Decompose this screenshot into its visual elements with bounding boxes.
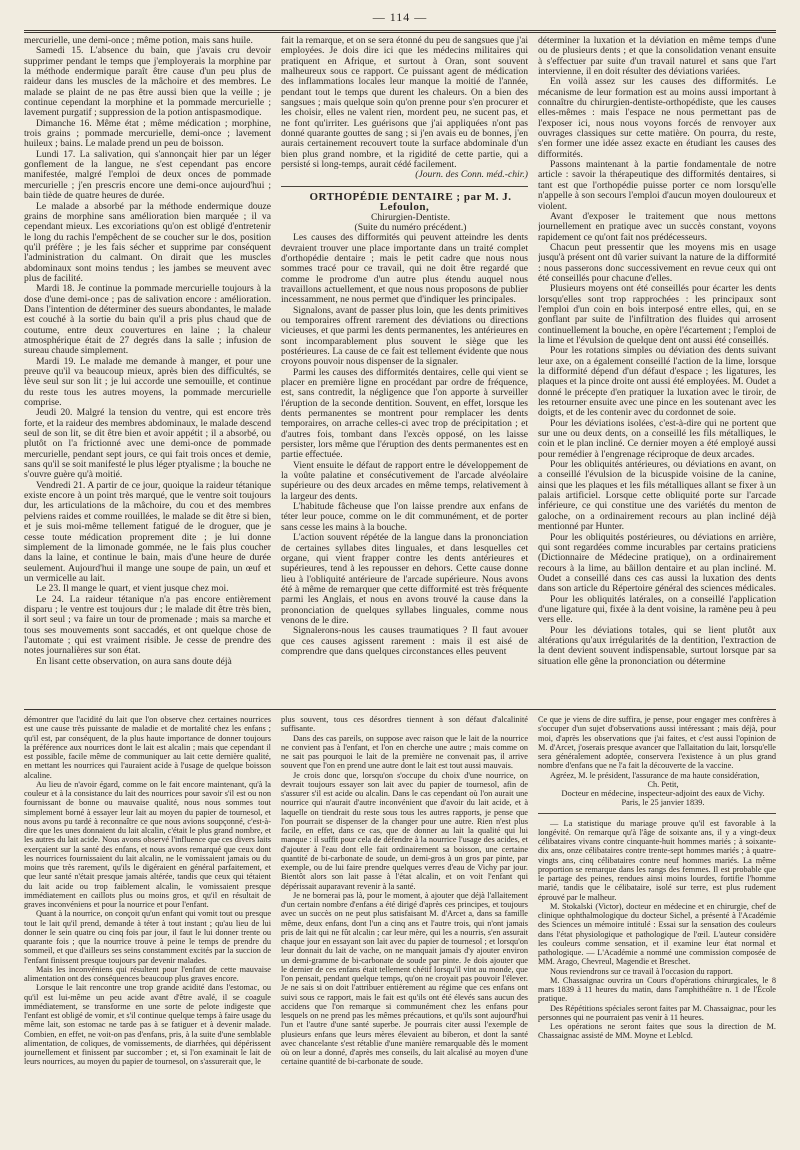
column-bottom-right [538, 715, 776, 1140]
paragraph: Le 23. Il mange le quart, et vient jusque chez moi. [36, 583, 229, 595]
paragraph: Pour les obliquités postérieures, ou déviations en arrière, qui sont regardées comme incurables par certains praticiens (Dictionnaire de Médecine pratique), on a ordinairement recours à la lime, au bâillon dentaire et au plan incliné. M. Oudet a conseillé dans ces cas aussi la luxation des dents dans son article du Répertoire général des sciences médicales. [538, 531, 776, 595]
paragraph: Avant d'exposer le traitement que nous mettons journellement en pratique avec un succès constant, voyons rapidement ce qu'ont fait nos prédécesseurs. [538, 210, 776, 243]
paragraph: Chacun peut pressentir que les moyens mis en usage jusqu'à présent ont dû varier suivant la nature de la difformité : nous passerons donc successivement en revue ceux qui ont été conseillés pour chacune d'elles. [538, 241, 776, 284]
paragraph: Pour les rotations simples ou déviation des dents suivant leur axe, on a également conseillé l'action de la lime, lorsque la difformité dépend d'un défaut d'espace ; les ligatures, les plaques et la pince droite ont aussi été employées. M. Oudet a donné le précepte d'en pratiquer la luxation avec le tiroir, de les retourner ensuite avec une pince en les soutenant avec les doigts, et de les contenir avec du cordonnet de soie. [538, 345, 776, 419]
column-bottom-middle [281, 715, 528, 1140]
paragraph: Lundi 17. La salivation, qui s'annonçait hier par un léger gonflement de la langue, ne s'est cependant pas encore manifestée, malgré l'emploi de deux onces de pommade mercurielle ; j'en prescris encore une demi-once aujourd'hui ; bain tiède de quatre heures de durée. [24, 148, 271, 202]
paragraph: L'action souvent répétée de la langue dans la prononciation de certaines syllabes dites linguales, et dans lesquelles cet organe, qui vient frapper contre les dents antérieures et supérieures, tend à les repousser en dehors. Cette cause donne lieu à l'obliquité antérieure de l'arcade supérieure. Nous avons été à même de remarquer que cette difformité est très fréquente parmi les Anglais, et nous en avons trouvé la cause dans la prononciation de quelques syllabes linguales, comme nous venons de le dire. [281, 532, 528, 626]
paragraph: Lorsque le lait rencontre une trop grande acidité dans l'estomac, ou qu'il est lui-même un peu acide avant d'être avalé, il se coagule immédiatement, se transforme en une sorte de pelote indigeste que l'enfant est obligé de vomir, et s'il continue quelque temps à faire usage du même lait, son estomac ne tarde pas à se fatiguer et à devenir malade. Combien, en effet, ne voit-on pas d'enfans, pris, à la suite d'une semblable alimentation, de coliques, de vomissements, de diarrhées, qui dépérissent journellement et finissent par succomber ; et, si l'on examinait le lait de leurs nourrices, au moyen du papier de tournesol, on s'assurerait que, le [24, 983, 271, 1067]
paragraph: Samedi 15. L'absence du bain, que j'avais cru devoir supprimer pendant le temps que j'employerais la morphine par la méthode endermique paraît être cause d'un peu plus de raideur dans les muscles de la mâchoire et des membres. Le malade se plaint de ne pas être aussi bien que la veille ; je continue cependant la morphine et la pommade mercurielle ; lavement purgatif ; suppression de la potion antispasmodique. [24, 45, 271, 119]
middle-rule [24, 709, 776, 710]
paragraph: Le 24. La raideur tétanique n'a pas encore entièrement disparu ; le ventre est toujours dur ; le malade dit être très bien, il sort seul ; va faire un tour de promenade ; mais sa marche et tous ses mouvements sont saccadés, et ont quelque chose de l'automate ; qui est vraiment risible. Je cesse de prendre des notes journalières sur son état. [24, 593, 271, 657]
paragraph: Mardi 18. Je continue la pommade mercurielle toujours à la dose d'une demi-once ; pas de salivation encore : amélioration. Dans l'intention de déterminer des sueurs abondantes, le malade est couché à la sortie du bain qu'il a pris plus chaud que de coutume, entre deux couvertures en laine ; la chaleur atmosphérique était de 27 degrés dans la salle ; infusion de sureau chaude simplement. [24, 283, 271, 357]
paragraph: Le malade a absorbé par la méthode endermique douze grains de morphine sans amélioration bien marquée ; il va cependant mieux. Les excoriations qu'on est obligé d'entretenir le long du rachis l'empêchent de se coucher sur le dos, position qu'il préfère ; je les fais sécher et supprime par conséquent l'administration du calmant. On dirait que les muscles abdominaux sont moins tendus ; les jambes se meuvent avec plus de facilité. [24, 200, 271, 284]
paragraph: démontrer que l'acidité du lait que l'on observe chez certaines nourrices est une cause très puissante de maladie et de mortalité chez les enfans ; qu'il est, par conséquent, de la plus haute importance de donner toujours la préférence aux nourrices dont le lait est alcalin ; mais que cependant il est possible, facile même de communiquer au lait cette dernière qualité, en mettant les nourrices qui l'auraient acide à l'usage de quelque boisson alcaline. [24, 715, 271, 780]
paragraph: Vient ensuite le défaut de rapport entre le développement de la voûte palatine et consécutivement de l'arcade alvéolaire supérieure ou des deux arcades en même temps, relativement à la largeur des dents. [281, 459, 528, 502]
paragraph: Pour les déviations totales, qui se lient plutôt aux altérations qu'aux irrégularités de la dentition, l'extraction de la dent devient souvent indispensable, surtout lorsque par sa situation elle gêne la prononciation ou détermine [538, 624, 776, 667]
paragraph: déterminer la luxation et la déviation en même temps d'une ou de plusieurs dents ; et que la consolidation venant ensuite à s'effectuer par suite d'un travail naturel et sans que l'art intervienne, il en doit résulter des déviations variées. [538, 36, 776, 78]
paragraph: Agréez, M. le président, l'assurance de ma haute considération, [550, 770, 760, 780]
paragraph: Pour les obliquités antérieures, ou déviations en avant, on a conseillé l'évulsion de la bicuspide voisine de la canine, ainsi que les plaques et les fils métalliques allant se fixer à un palais artificiel. Lorsque cette obliquité porte sur l'arcade inférieure, ce qui constitue une des variétés du menton de galoche, on a ordinairement recours au plan incliné déjà mentionné par Hunter. [538, 459, 776, 533]
column-left [24, 36, 271, 704]
column-middle [281, 36, 528, 704]
paragraph: En voilà assez sur les causes des difformités. Le mécanisme de leur formation est au moins aussi important à connaître du chirurgien-dentiste-orthopédiste, que les causes elles-mêmes : mais l'espace ne nous permettant pas de l'exposer ici, nous nous voyons forcés de renvoyer aux ouvrages classiques sur cette matière. On pourra, du reste, s'en former une idée assez exacte en étudiant les causes des difformités. [538, 76, 776, 160]
paragraph: Mardi 19. Le malade me demande à manger, et pour une preuve qu'il va beaucoup mieux, après bien des difficultés, se lève seul sur son lit ; je lui accorde une semouille, et continue du reste tous les autres moyens, la pommade mercurielle comprise. [24, 355, 271, 409]
news-item: — La statistique du mariage prouve qu'il est favorable à la longévité. On remarque qu'à l'âge de soixante ans, il y a vingt-deux célibataires vivans contre cinquante-huit hommes mariés ; à soixante-dix ans, onze célibataires contre trente-sept hommes mariés ; à quatre-vingts ans, cinq célibataires contre neuf hommes mariés. La même proportion se remarque dans les rangs des femmes. Il est probable que le partage des peines, rendues ainsi moins lourdes, fortifie l'homme marié, tandis que le célibataire, isolé sur terre, est plus rudement éprouvé par le malheur. [538, 818, 776, 902]
column-bottom-left [24, 715, 271, 1140]
paragraph: Vendredi 21. A partir de ce jour, quoique la raideur tétanique existe encore à un point très marqué, que le ventre soit toujours dur, les articulations de la mâchoire, du cou et des membres pelviens raides et comme rouillées, le malade se dit être si bien, et je suis moi-même tellement fatigué de le droguer, que je cesse toute médication proprement dite ; je lui donne simplement de la limonade gommée, ne le fais plus coucher dans la laine, et continue le bain, mais d'une heure de durée seulement. Aujourd'hui il mange une soupe de pain, un œuf et un vermicelle au lait. [24, 479, 271, 584]
paragraph: Dans des cas pareils, on suppose avec raison que le lait de la nourrice ne convient pas à l'enfant, et l'on en cherche une autre ; mais comme on ne sait pas pourquoi le lait de la première ne convenait pas, il arrive souvent que l'on en prend une autre dont le lait est tout aussi mauvais. [281, 733, 528, 771]
paragraph: Passons maintenant à la partie fondamentale de notre article : savoir la thérapeutique des difformités dentaires, si tant est que l'orthopédie puisse porter ce nom lorsqu'elle n'appelle à son secours l'emploi d'aucun moyen douloureux et violent. [538, 159, 776, 212]
paragraph: Je ne bornerai pas là, pour le moment, à ajouter que déjà l'allaitement d'un certain nombre d'enfans a été dirigé d'après ces principes, et toujours avec un succès on ne peut plus satisfaisant M. d'Arcet a, dans sa famille même, deux enfans, dont l'un a cinq ans et l'autre trois, qui n'ont jamais pris de lait qui ne fût alcalin ; car leur mère, qui les a nourris, s'en assurait chaque jour en essayant son lait avec du papier de tournesol ; et lorsqu'on leur donnait du lait de vache, on ne manquait jamais d'y ajouter environ un demi-gramme de bi-carbonate de soude par pinte. Je dois ajouter que le dernier de ces enfans était tellement chétif lorsqu'il vint au monde, que l'on pensait, pendant quelque temps, qu'on ne croyait pas pouvoir l'élever. Je ne sais si on doit l'attribuer entièrement au régime que ces enfans ont suivi sous ce rapport, mais le fait est qu'ils ont été élevés sans aucun des accidens que l'on remarque si communément chez les enfans pour lesquels on ne prend pas les mêmes précautions, et qu'ils sont aujourd'hui l'un et l'autre d'une santé superbe. Je pourrais citer aussi l'exemple de plusieurs enfans que leurs mères élevaient au biberon, et dont la santé avec chancelante s'est rétablie d'une manière remarquable dès le moment où on leur a donné, d'après mes conseils, du lait alcalisé au moyen d'une certaine quantité de bi-carbonate de soude. [281, 890, 528, 1067]
paragraph: Au lieu de n'avoir égard, comme on le fait encore maintenant, qu'à la couleur et à la consistance du lait des nourrices pour savoir s'il est ou non fournissant de bonne ou mauvaise qualité, nous nous sommes tout simplement borné à essayer leur lait au moyen du papier de tournesol, et nous avons pu tardé à reconnaître ce que nous avions soupçonné, c'est-à-dire que les unes donnaient du lait alcalin, c'était le plus grand nombre, et les autres du lait acide. Nous avons observé l'influence que ces divers laits exerçaient sur la santé des enfans, et nous avons remarqué que ceux dont les nourrices fournissaient du lait alcalin, ne le vomissaient jamais ou du moins que très rarement, qu'ils le digéraient en général parfaitement, et que leur santé n'était presque jamais altérée, tandis que ceux qui tétaient du lait acide ou trop faiblement alcalin, le vomissaient presque immédiatement en caillots plus ou moins gros, et qu'il en résultait de graves inconvéniens et pour la nourrice et pour l'enfant. [24, 779, 271, 909]
article-subtitle: Chirurgien-Dentiste. [371, 211, 450, 223]
news-item: M. Chassaignac ouvrira un Cours d'opérations chirurgicales, le 8 mars 1839 à 11 heures du matin, dans l'amphithéâtre n. 1 de l'École pratique. [538, 975, 776, 1004]
news-item: Nous reviendrons sur ce travail à l'occasion du rapport. [550, 966, 733, 976]
paragraph: En lisant cette observation, on aura sans doute déjà [36, 655, 232, 667]
letter-date: Paris, le 25 janvier 1839. [621, 798, 705, 808]
paragraph: Parmi les causes des difformités dentaires, celle qui vient se placer en première ligne en procédant par ordre de fréquence, est, sans contredit, la négligence que l'on apporte à surveiller l'éruption de la seconde dentition. Souvent, en effet, lorsque les dents permanentes se montrent pour remplacer les dents temporaires, on arrache celles-ci avec trop de précipitation ; et d'autres fois, tombant dans l'excès opposé, on les laisse persister, lors même que l'éruption des dents permanentes est en partie effectuée. [281, 366, 528, 461]
paragraph: Plusieurs moyens ont été conseillés pour écarter les dents lorsqu'elles sont trop rapprochées : les principaux sont l'emploi d'un coin en bois interposé entre elles, qui, en se gonflant par suite de l'infiltration des fluides qui arrosent continuellement la bouche, en opère l'écartement ; l'emploi de la lime et l'évulsion de quelque dent ont aussi été conseillés. [538, 283, 776, 346]
paragraph: Mais les inconvéniens qui résultent pour l'enfant de cette mauvaise alimentation ont des conséquences beaucoup plus graves encore. [24, 964, 271, 983]
paragraph: Pour les déviations isolées, c'est-à-dire qui ne portent que sur une ou deux dents, on a conseillé les fils métalliques, le coin et le plan incliné. Ce dernier moyen a été employé aussi pour remédier à l'engrenage réciproque de deux arcades. [538, 417, 776, 460]
news-item: M. Stokalski (Victor), docteur en médecine et en chirurgie, chef de clinique ophthalmologique du docteur Sichel, a présenté à l'Académie des Sciences un mémoire intitulé : Essai sur la sensation des couleurs dans l'état physiologique et pathologique de l'œil. L'auteur considère les couleurs comme sensation, et il examine leur état normal et pathologique. — L'Académie a nommé une commission composée de MM. Arago, Chevreul, Magendie et Breschet. [538, 901, 776, 967]
paragraph: plus souvent, tous ces désordres tiennent à son défaut d'alcalinité suffisante. [281, 715, 528, 734]
paragraph: Pour les obliquités latérales, on a conseillé l'application d'une ligature qui, fixée à la dent voisine, la ramène peu à peu vers elle. [538, 593, 776, 626]
paragraph: Signalerons-nous les causes traumatiques ? Il faut avouer que ces causes agissent rarement : mais il est aisé de comprendre que dans quelques circonstances elles peuvent [281, 625, 528, 657]
paragraph: Signalons, avant de passer plus loin, que les dents primitives ou temporaires offrent rarement des déviations ou directions vicieuses, et que parmi les dents permanentes, les antérieures en sont incomparablement plus souvent le siège que les postérieures. La cause de ce fait est tellement évidente que nous croyons pouvoir nous dispenser de la signaler. [281, 304, 528, 368]
paragraph: Jeudi 20. Malgré la tension du ventre, qui est encore très forte, et la raideur des membres abdominaux, le malade descend seul de son lit, se dit être bien et avoir appétit ; il a absorbé, ou plutôt on l'a frictionné avec une demi-once de pommade mercurielle, pendant sept jours, ce qui fait trois onces et demie, sans qu'il se soit manifesté le plus léger ptyalisme ; la bouche ne s'ouvre guère qu'à moitié. [24, 407, 271, 481]
news-item: Des Répétitions spéciales seront faites par M. Chassaignac, pour les personnes qui ne pourraient pas venir à 11 heures. [538, 1003, 776, 1022]
column-right [538, 36, 776, 704]
paragraph: Les causes des difformités qui peuvent atteindre les dents devraient trouver une place importante dans un traité complet d'orthopédie dentaire ; mais le petit cadre que nous nous sommes tracé pour ce travail, qui ne doit être regardé que comme le prodrome d'un autre plus étendu auquel nous travaillons actuellement, et que nous nous proposons de publier incessamment, ne nous permet que d'indiquer les principales. [281, 232, 528, 306]
news-separator [538, 813, 776, 814]
paragraph: Ce que je viens de dire suffira, je pense, pour engager mes confrères à s'occuper d'un sujet d'observations aussi intéressant ; mais déjà, pour moi, d'après les observations que j'ai faites, et c'est aussi l'opinion de M. d'Arcet, j'oserais presque avancer que l'allaitation du lait, lorsqu'elle sera généralement adoptée, conservera l'existence à un plus grand nombre d'enfans que ne l'a fait la découverte de la vaccine. [538, 715, 776, 771]
paragraph: Quant à la nourrice, on conçoit qu'un enfant qui vomit tout ou presque tout le lait qu'il prend, demande à téter à tout instant ; qu'au lieu de lui donner le sein quatre ou cinq fois par jour, il faut le lui donner trente ou quarante fois ; que la nourrice trouve à peine le temps de prendre du sommeil, et que d'ailleurs ses seins constamment excités par la succion de l'enfant finissent presque toujours par devenir malades. [24, 909, 271, 965]
article-continuation-note: (Suite du numéro précédent.) [354, 221, 467, 233]
page-number: — 114 — [372, 10, 428, 24]
paragraph: fait la remarque, et on se sera étonné du peu de sangsues que j'ai employées. Je dois dire ici que les médecins militaires qui pratiquent en Afrique, et surtout à Oran, sont souvent malheureux sous ce rapport. Ce puissant agent de médication des inflammations locales leur manque la moitié de l'année, pendant tout le temps que durent les chaleurs. On a bien des sangsues ; mais quelque soin qu'on prenne pour s'en procurer et les choisir, elles ne valent rien, mordent peu, ne sucent pas, et ne font qu'irriter. Les guérisons que j'ai appliquées n'ont pas donné quarante gouttes de sang ; si j'en avais eu de bonnes, j'en aurais certainement recouvert toute la surface abdominale d'un bien plus grand nombre, et la rigidité de cette partie, qui a persisté si long-temps, aurait cédé facilement. [281, 36, 528, 171]
paragraph: Dimanche 16. Même état ; même médication ; morphine, trois grains ; pommade mercurielle, demi-once ; lavement huileux ; bains. Le malade prend un peu de boisson. [24, 117, 271, 150]
article-separator [281, 186, 528, 187]
header-rule [24, 30, 776, 33]
news-item: Les opérations ne seront faites que sous la direction de M. Chassaignac assisté de MM. Moyne et Leblcd. [538, 1022, 776, 1041]
letter-signature-title: Docteur en médecine, inspecteur-adjoint des eaux de Vichy. [561, 788, 765, 798]
paragraph: L'habitude fâcheuse que l'on laisse prendre aux enfans de téter leur pouce, comme on le dit communément, et de porter sans cesse les mains à la bouche. [281, 501, 528, 533]
paragraph: Je crois donc que, lorsqu'on s'occupe du choix d'une nourrice, on devrait toujours essayer son lait avec du papier de tournesol, afin de s'assurer s'il est acide ou alcalin. Dans le cas cependant où l'on aurait une nourrice qui n'aurait d'autre inconvénient que d'avoir du lait acide, et à laquelle on tiendrait du reste sous tous les autres rapports, je pense que l'on pourrait se dispenser de la changer pour une autre. Rien n'est plus facile, en effet, dans ce cas, que de donner au lait la qualité qui lui manque : il suffit pour cela de défendre à la nourrice l'usage des acides, et d'ajouter à l'eau dont elle fait ordinairement sa boisson, une certaine quantité de bi-carbonate de soude, un demi-gros à un gros par pinte, par exemple, ou de lui faire prendre quelques verres d'eau de Vichy par jour. Bientôt alors son lait passe à l'état alcalin, et on voit l'enfant qui dépérissait auparavant revenir à la santé. [281, 770, 528, 891]
source-citation: (Journ. des Conn. méd.-chir.) [415, 169, 528, 181]
article-title: ORTHOPÉDIE DENTAIRE ; par M. J. Lefoulon, [309, 190, 512, 214]
letter-signature: Ch. Petit, [647, 779, 679, 789]
paragraph: mercurielle, une demi-once ; même potion, mais sans huile. [24, 36, 253, 46]
